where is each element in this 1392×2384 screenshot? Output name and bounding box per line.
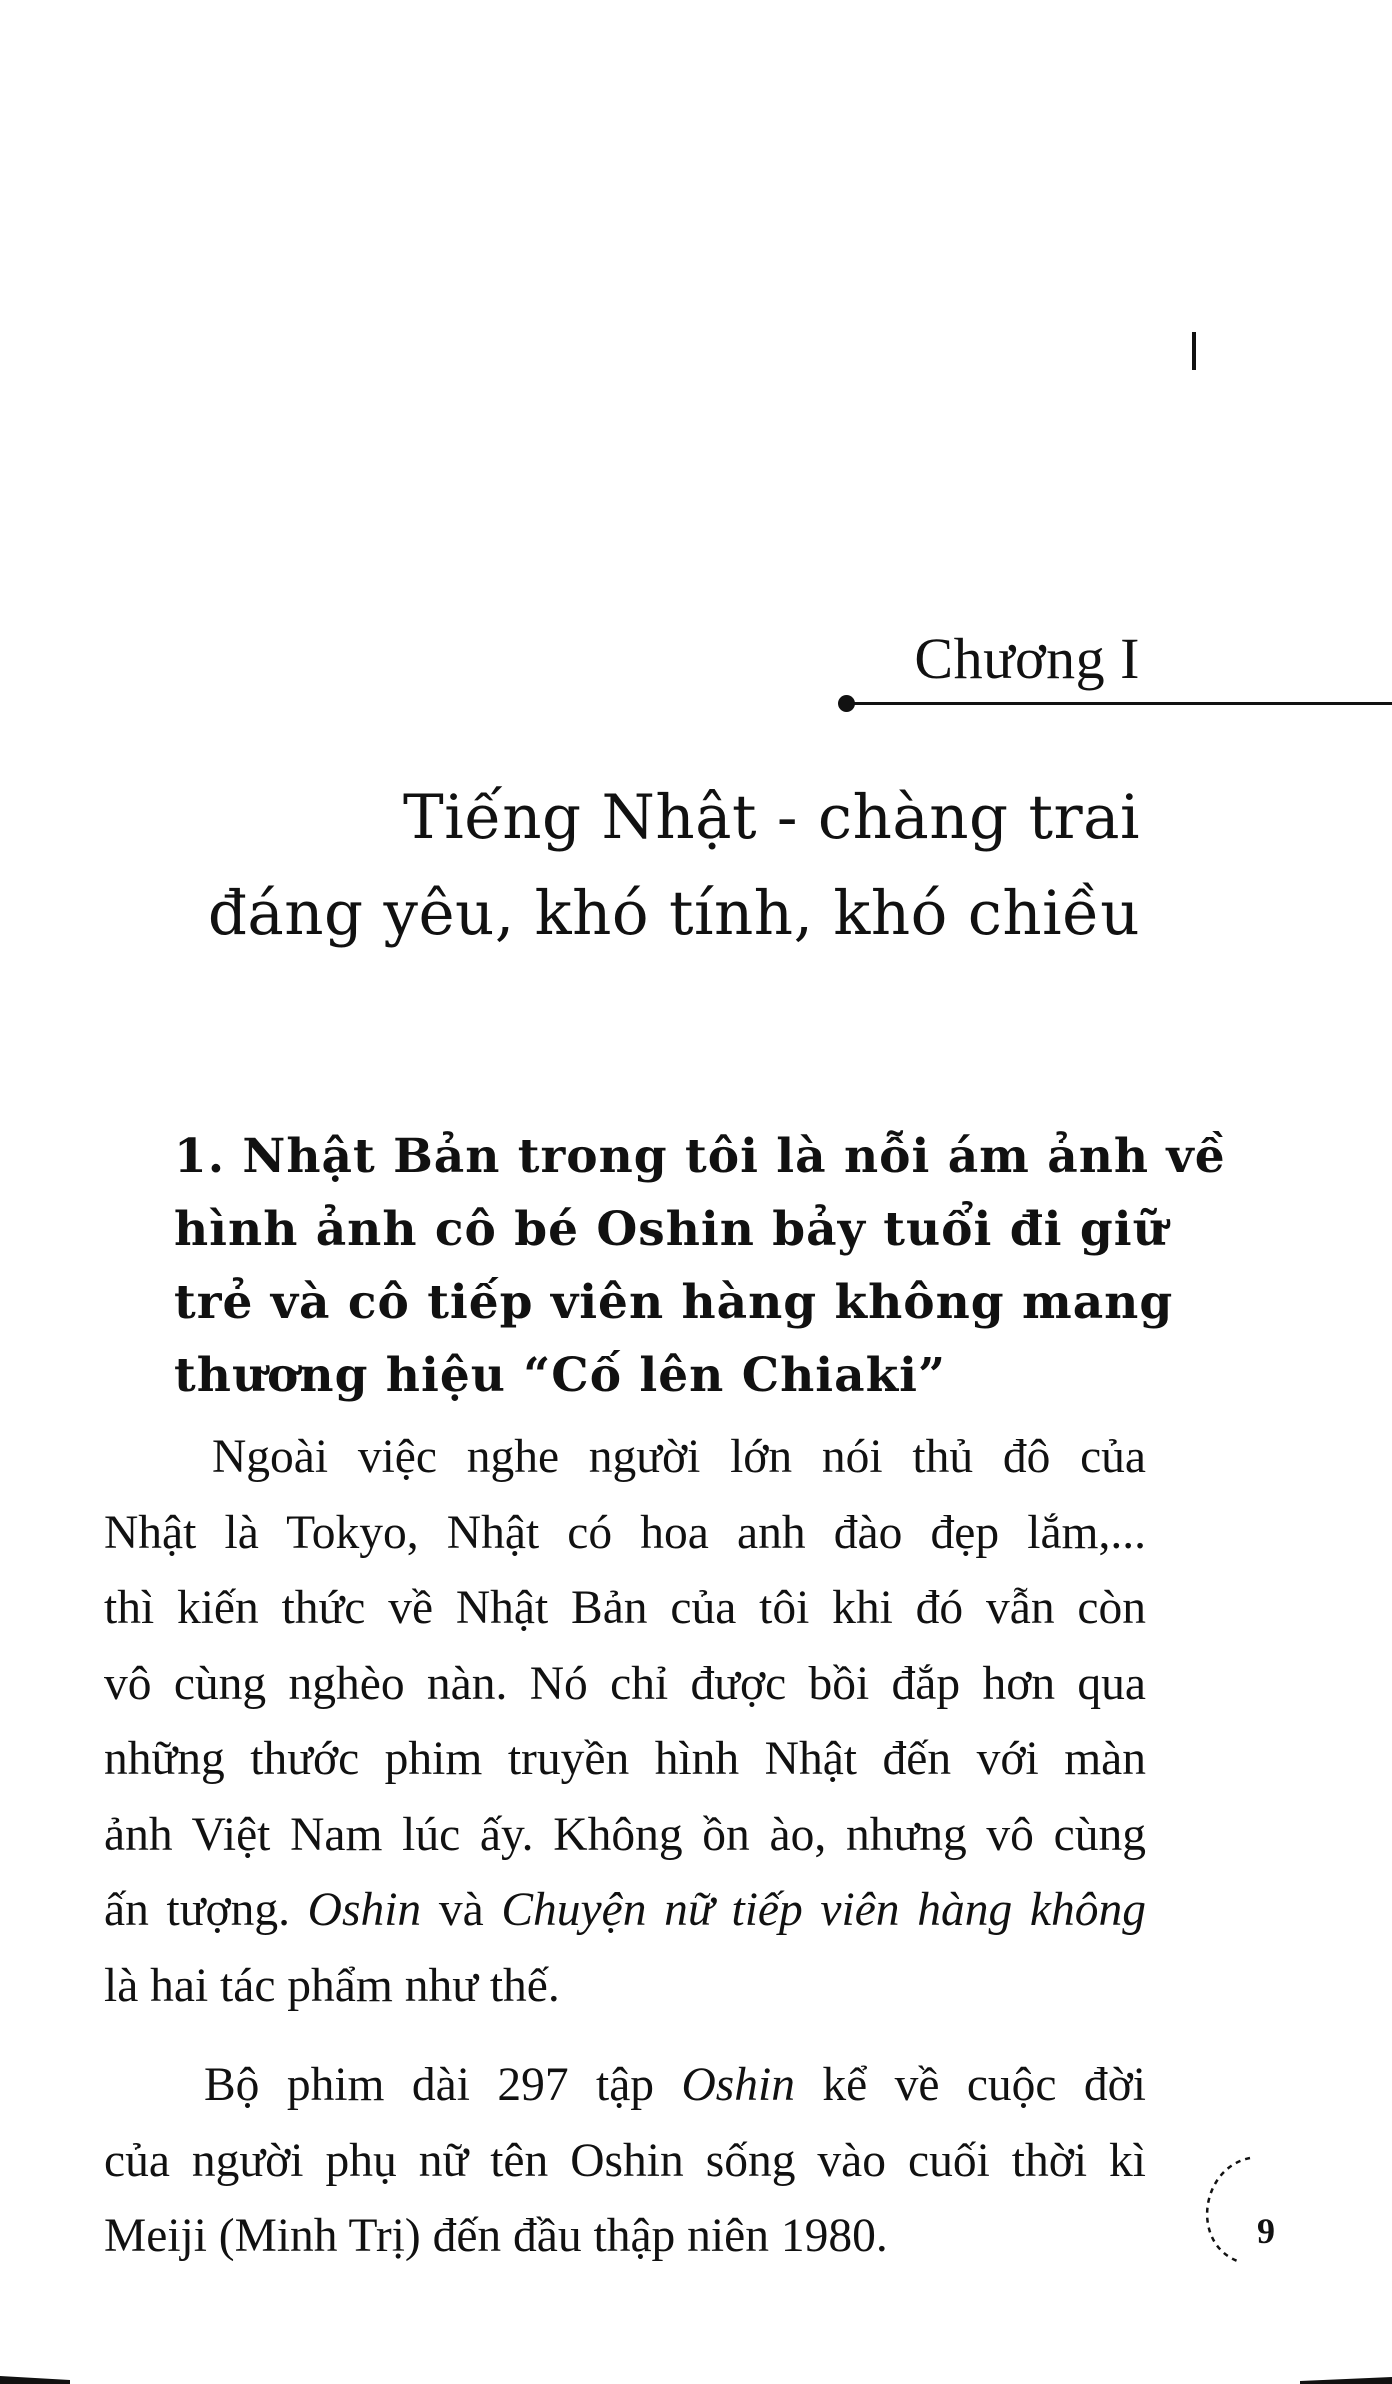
body-paragraph-2 bbox=[104, 2048, 1146, 2275]
body-line bbox=[104, 1873, 1146, 1949]
margin-tick-mark bbox=[1192, 332, 1196, 370]
body-line bbox=[104, 2048, 1146, 2124]
chapter-title-line: Tiếng Nhật - chàng trai bbox=[403, 782, 1140, 853]
body-text-run: ấn tượng. bbox=[104, 1884, 308, 1936]
body-line: Ngoài việc nghe người lớn nói thủ đô của bbox=[212, 1431, 1146, 1483]
body-paragraph-1 bbox=[104, 1420, 1146, 2024]
body-line: Meiji (Minh Trị) đến đầu thập niên 1980. bbox=[104, 2210, 888, 2262]
section-heading-line: trẻ và cô tiếp viên hàng không mang bbox=[174, 1275, 1174, 1330]
page-number-arc-ornament bbox=[1180, 2140, 1330, 2280]
page-number: 9 bbox=[1257, 2211, 1275, 2251]
section-heading-line: thương hiệu “Cố lên Chiaki” bbox=[174, 1348, 947, 1403]
work-title-chuyen-nu-tiep-vien: Chuyện nữ tiếp viên hàng không bbox=[501, 1884, 1146, 1936]
body-text-run: và bbox=[421, 1884, 502, 1936]
chapter-rule-dot bbox=[838, 695, 855, 712]
body-text-run: Bộ phim dài 297 tập bbox=[204, 2059, 682, 2111]
work-title-oshin: Oshin bbox=[681, 2059, 795, 2111]
body-line: thì kiến thức về Nhật Bản của tôi khi đó vẫn còn bbox=[104, 1582, 1146, 1634]
body-line: của người phụ nữ tên Oshin sống vào cuối thời kì bbox=[104, 2134, 1146, 2187]
work-title-oshin: Oshin bbox=[307, 1884, 422, 1936]
body-line: là hai tác phẩm như thế. bbox=[104, 1959, 560, 2012]
body-line: vô cùng nghèo nàn. Nó chỉ được bồi đắp hơn qua bbox=[104, 1657, 1146, 1710]
chapter-title-line: đáng yêu, khó tính, khó chiều bbox=[207, 878, 1140, 949]
body-line: ảnh Việt Nam lúc ấy. Không ồn ào, nhưng vô cùng bbox=[104, 1808, 1146, 1861]
chapter-title bbox=[140, 770, 1140, 962]
chapter-label: Chương I bbox=[914, 626, 1140, 691]
body-text-run: kể về cuộc đời bbox=[794, 2059, 1146, 2111]
section-heading-line: hình ảnh cô bé Oshin bảy tuổi đi giữ bbox=[174, 1202, 1168, 1257]
chapter-rule bbox=[850, 702, 1392, 705]
body-line: những thước phim truyền hình Nhật đến với màn bbox=[104, 1733, 1146, 1785]
page-bottom-edge bbox=[0, 2374, 1392, 2384]
section-heading bbox=[174, 1120, 1226, 1412]
section-heading-line: 1. Nhật Bản trong tôi là nỗi ám ảnh về bbox=[174, 1129, 1226, 1184]
body-line: Nhật là Tokyo, Nhật có hoa anh đào đẹp lắm,... bbox=[104, 1506, 1146, 1559]
